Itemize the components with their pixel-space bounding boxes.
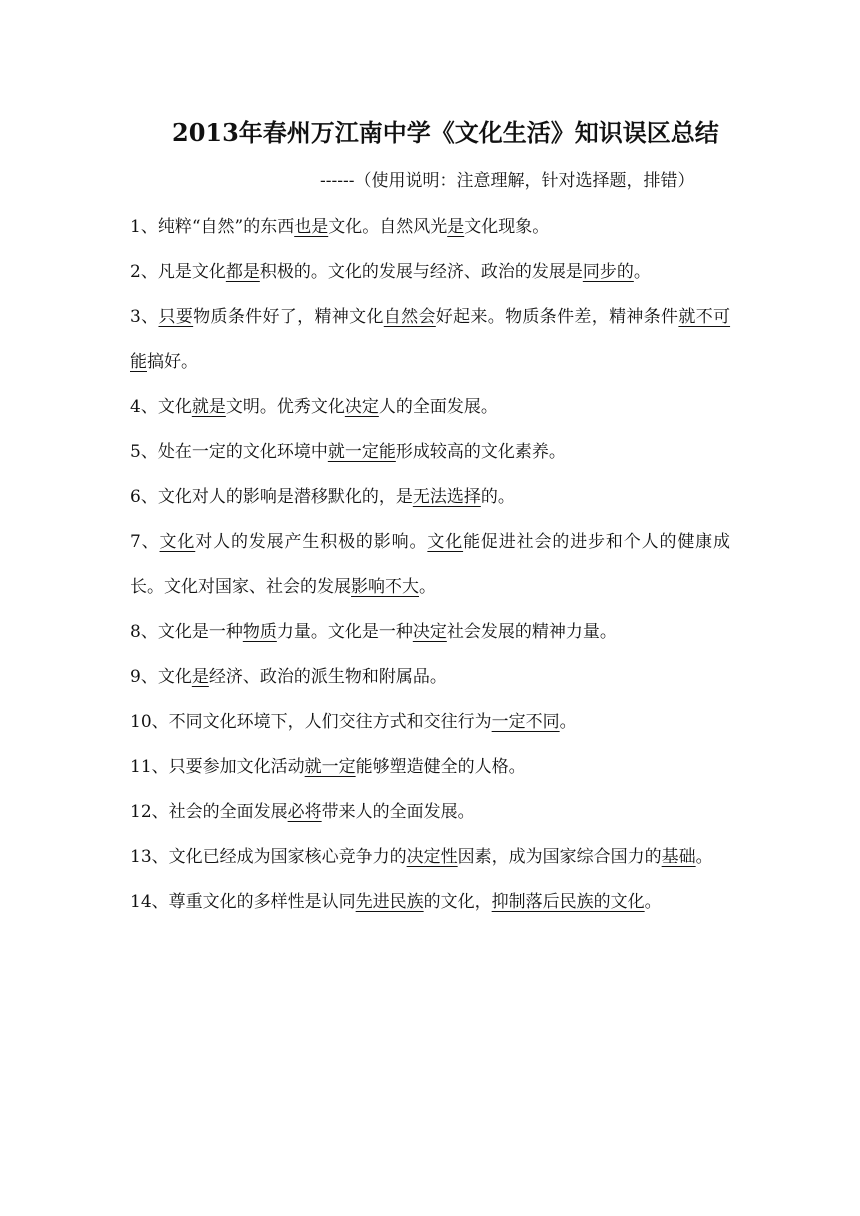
item-text: 10、不同文化环境下，人们交往方式和交往行为: [130, 712, 492, 732]
item-text: 经济、政治的派生物和附属品。: [208, 667, 447, 687]
list-item: [130, 655, 730, 700]
item-text: 积极的。文化的发展与经济、政治的发展是: [259, 262, 583, 282]
item-text: 11、只要参加文化活动: [130, 757, 305, 777]
item-text: 。: [644, 892, 662, 912]
underlined-text: 无法选择: [412, 487, 481, 507]
list-item: [130, 520, 730, 610]
item-text: 6、文化对人的影响是潜移默化的，是: [130, 487, 413, 507]
underlined-text: 都是: [225, 262, 260, 282]
list-item: [130, 835, 730, 880]
item-text: 3、: [130, 307, 159, 327]
underlined-text: 决定性: [406, 847, 458, 867]
underlined-text: 也是: [294, 217, 329, 237]
item-text: 。: [419, 577, 436, 597]
underlined-text: 影响不大: [351, 577, 419, 597]
underlined-text: 文化: [427, 532, 464, 552]
underlined-text: 物质: [242, 622, 277, 642]
underlined-text: 同步的: [582, 262, 634, 282]
item-text: 。: [695, 847, 713, 867]
underlined-text: 必将: [287, 802, 322, 822]
list-item: [130, 385, 730, 430]
list-item: [130, 250, 730, 295]
item-text: 文明。优秀文化: [225, 397, 345, 417]
underlined-text: 文化: [159, 532, 196, 552]
underlined-text: 只要: [158, 307, 194, 327]
item-text: 好起来。物质条件差，精神条件: [435, 307, 679, 327]
item-text: 搞好。: [147, 352, 198, 372]
document-page: [130, 108, 730, 925]
list-item: [130, 610, 730, 655]
item-text: 8、文化是一种: [130, 622, 243, 642]
item-text: 对人的发展产生积极的影响。: [195, 532, 428, 552]
item-text: 因素，成为国家综合国力的: [457, 847, 662, 867]
item-text: 社会发展的精神力量。: [446, 622, 617, 642]
list-item: [130, 700, 730, 745]
item-text: 。: [559, 712, 577, 732]
item-text: 人的全面发展。: [378, 397, 498, 417]
item-text: 。: [633, 262, 651, 282]
underlined-text: 先进民族: [355, 892, 424, 912]
item-text: 的文化，: [423, 892, 492, 912]
item-text: 能促进社会的进步和个人的健康成长。文化对国家、社会的发展: [130, 532, 731, 597]
underlined-text: 就不可能: [130, 307, 731, 372]
underlined-text: 是: [447, 217, 465, 237]
list-item: [130, 790, 730, 835]
list-item: [130, 205, 730, 250]
item-text: 力量。文化是一种: [276, 622, 413, 642]
page-title: 2013年春州万江南中学《文化生活》知识误区总结: [172, 118, 719, 147]
item-text: 7、: [130, 532, 160, 552]
list-item: [130, 880, 730, 925]
underlined-text: 抑制落后民族的文化: [491, 892, 645, 912]
list-item: [130, 745, 730, 790]
item-text: 1、纯粹“自然”的东西: [130, 217, 295, 237]
item-text: 9、文化: [130, 667, 192, 687]
list-item: [130, 295, 730, 385]
item-text: 形成较高的文化素养。: [395, 442, 566, 462]
item-text: 能够塑造健全的人格。: [355, 757, 526, 777]
underlined-text: 是: [191, 667, 209, 687]
item-text: 2、凡是文化: [130, 262, 226, 282]
item-text: 5、处在一定的文化环境中: [130, 442, 328, 462]
item-text: 的。: [480, 487, 515, 507]
underlined-text: 就一定: [304, 757, 356, 777]
underlined-text: 决定: [344, 397, 379, 417]
underlined-text: 就一定能: [327, 442, 396, 462]
underlined-text: 一定不同: [491, 712, 560, 732]
list-item: [130, 430, 730, 475]
usage-note: ------（使用说明：注意理解，针对选择题，排错）: [320, 171, 695, 191]
item-text: 物质条件好了，精神文化: [193, 307, 384, 327]
underlined-text: 基础: [661, 847, 696, 867]
list-item: [130, 475, 730, 520]
item-text: 13、文化已经成为国家核心竞争力的: [130, 847, 407, 867]
misconception-list: [130, 205, 730, 925]
item-text: 带来人的全面发展。: [321, 802, 475, 822]
item-text: 12、社会的全面发展: [130, 802, 288, 822]
underlined-text: 自然会: [383, 307, 436, 327]
item-text: 14、尊重文化的多样性是认同: [130, 892, 356, 912]
item-text: 4、文化: [130, 397, 192, 417]
item-text: 文化。自然风光: [328, 217, 448, 237]
underlined-text: 就是: [191, 397, 226, 417]
item-text: 文化现象。: [464, 217, 550, 237]
underlined-text: 决定: [412, 622, 447, 642]
